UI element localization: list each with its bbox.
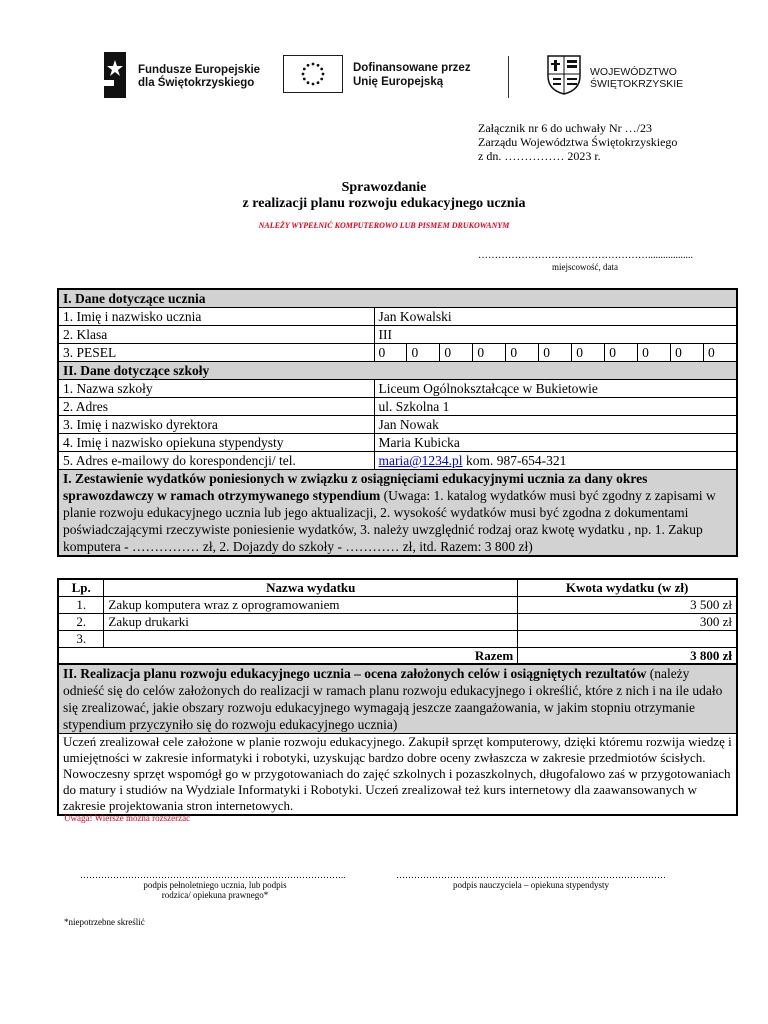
realization-heading: II. Realizacja planu rozwoju edukacyjnego ucznia – ocena założonych celów i osiągniętych rezultatów <box>63 666 647 681</box>
expense-amount-field[interactable] <box>518 631 737 648</box>
signature-left-line2: rodzica/ opiekuna prawnego* <box>161 890 269 900</box>
pesel-digit[interactable]: 0 <box>671 344 704 361</box>
title-line1: Sprawozdanie <box>341 180 427 195</box>
eu-line1: Dofinansowane przez <box>353 62 471 74</box>
expenses-header-row <box>58 579 737 597</box>
pesel-digit[interactable]: 0 <box>506 344 539 361</box>
fe-logo-icon <box>100 50 130 100</box>
student-name-field[interactable]: Jan Kowalski <box>374 308 737 326</box>
place-date-dots[interactable]: …………………………………………….................. <box>478 250 693 261</box>
annex-line2: Zarządu Województwa Świętokrzyskiego <box>478 135 678 149</box>
expense-name-field[interactable] <box>104 631 518 648</box>
signature-left-line1: podpis pełnoletniego ucznia, lub podpis <box>143 880 287 890</box>
total-value[interactable]: 3 800 zł <box>518 648 737 666</box>
pesel-digits <box>375 344 736 361</box>
email-link[interactable]: maria@1234.pl <box>378 453 463 468</box>
pesel-digit[interactable]: 0 <box>375 344 408 361</box>
signature-left-label <box>80 880 350 900</box>
section-school-row <box>58 362 737 380</box>
region-line2: ŚWIĘTOKRZYSKIE <box>590 78 684 90</box>
signature-left-dots[interactable]: …………………………………………………………………………….. <box>80 870 346 880</box>
title-line2: z realizacji planu rozwoju edukacyjnego ucznia <box>242 196 526 211</box>
school-name-label: 1. Nazwa szkoły <box>58 380 374 398</box>
section-realization-header <box>58 664 737 734</box>
section-student-row <box>58 289 737 308</box>
pesel-digit[interactable]: 0 <box>572 344 605 361</box>
expense-name-field[interactable]: Zakup drukarki <box>104 614 518 631</box>
annex-line1: Załącznik nr 6 do uchwały Nr …/23 <box>478 121 652 135</box>
rows-expand-note: Uwaga! Wiersze można rozszerzać <box>64 813 191 823</box>
table-row <box>58 434 737 452</box>
page-title <box>0 180 768 212</box>
col-lp-header: Lp. <box>58 579 104 597</box>
table-row <box>58 416 737 434</box>
table-row <box>58 597 737 614</box>
place-date-label: miejscowość, data <box>552 262 618 272</box>
school-address-field[interactable]: ul. Szkolna 1 <box>374 398 737 416</box>
pesel-digit[interactable]: 0 <box>708 345 715 360</box>
section-student-header: I. Dane dotyczące ucznia <box>58 289 737 308</box>
tutor-label: 4. Imię i nazwisko opiekuna stypendysty <box>58 434 374 452</box>
col-amount-header: Kwota wydatku (w zł) <box>518 579 737 597</box>
expense-amount-field[interactable]: 3 500 zł <box>518 597 737 614</box>
student-pesel-field[interactable] <box>374 344 737 362</box>
total-label: Razem <box>104 648 518 666</box>
tutor-field[interactable]: Maria Kubicka <box>374 434 737 452</box>
region-line1: WOJEWÓDZTWO <box>590 66 677 78</box>
expense-name-field[interactable]: Zakup komputera wraz z oprogramowaniem <box>104 597 518 614</box>
email-field[interactable] <box>374 452 737 470</box>
student-class-field[interactable]: III <box>374 326 737 344</box>
table-row <box>58 452 737 470</box>
footnote: *niepotrzebne skreślić <box>64 917 145 927</box>
table-row <box>58 380 737 398</box>
header-divider <box>508 56 509 98</box>
col-name-header: Nazwa wydatku <box>104 579 518 597</box>
director-label: 3. Imię i nazwisko dyrektora <box>58 416 374 434</box>
expenses-heading: I. Zestawienie wydatków poniesionych w związku z osiągnięciami edukacyjnymi ucznia za dany okres sprawozdawczy w ramach otrzymywanego stypendium <box>63 471 648 503</box>
section-realization-row <box>58 664 737 734</box>
table-row <box>58 398 737 416</box>
student-class-label: 2. Klasa <box>58 326 374 344</box>
pesel-digit[interactable]: 0 <box>605 344 638 361</box>
eu-flag-icon <box>283 55 343 93</box>
signature-right-dots[interactable]: ……………………………………………………………………………… <box>396 870 666 880</box>
expenses-note: (Uwaga: 1. katalog wydatków musi być zgodny z zapisami w planie rozwoju edukacyjnego ucznia lub jego aktualizacji, 2. wysokość wydatków musi być zgodna z dokumentami poświadczającymi rzeczywiste poniesienie wydatków, 3. należy uwzględnić rodzaj oraz kwotę wydatku , np. 1. Zakup komputera - …………… zł, 2. Dojazdy do szkoły - ………… zł, itd. Razem: 3 800 zł) <box>63 488 716 554</box>
table-row <box>58 308 737 326</box>
email-label: 5. Adres e-mailowy do korespondencji/ tel. <box>58 452 374 470</box>
pesel-digit[interactable]: 0 <box>539 344 572 361</box>
student-pesel-label: 3. PESEL <box>58 344 374 362</box>
section-expenses-header <box>58 470 737 557</box>
expense-lp: 3. <box>58 631 104 648</box>
annex-line3: z dn. …………… 2023 r. <box>478 149 601 163</box>
fill-warning: NALEŻY WYPEŁNIĆ KOMPUTEROWO LUB PISMEM DRUKOWANYM <box>258 221 510 230</box>
expenses-table <box>57 578 738 666</box>
student-name-label: 1. Imię i nazwisko ucznia <box>58 308 374 326</box>
expense-lp: 2. <box>58 614 104 631</box>
region-coat-of-arms-icon <box>546 54 582 101</box>
table-row <box>58 614 737 631</box>
fe-logo-line2: dla Świętokrzyskiego <box>138 77 255 89</box>
school-address-label: 2. Adres <box>58 398 374 416</box>
section-school-header: II. Dane dotyczące szkoły <box>58 362 737 380</box>
table-row <box>58 734 737 816</box>
realization-table <box>57 663 738 816</box>
pesel-digit[interactable]: 0 <box>638 344 671 361</box>
annex-reference <box>478 121 677 163</box>
signature-right-label: podpis nauczyciela – opiekuna stypendysty <box>453 880 609 890</box>
expense-lp: 1. <box>58 597 104 614</box>
section-expenses-row <box>58 470 737 557</box>
fe-logo <box>100 50 270 100</box>
eu-line2: Unię Europejską <box>353 76 444 88</box>
pesel-digit[interactable]: 0 <box>473 344 506 361</box>
phone-value: kom. 987-654-321 <box>462 453 567 468</box>
director-field[interactable]: Jan Nowak <box>374 416 737 434</box>
fe-logo-line1: Fundusze Europejskie <box>138 64 261 76</box>
realization-text-field[interactable]: Uczeń zrealizował cele założone w planie rozwoju edukacyjnego. Zakupił sprzęt komputerowy, dzięki któremu rozwija wiedzę i umiejętności w zakresie informatyki i robotyki, uzyskując bardzo dobre oceny zwłaszcza w zakresie przedmiotów ścisłych. Nowoczesny sprzęt wspomógł go w przygotowaniach do zajęć szkolnych i pozaszkolnych, długofalowo zaś w przygotowaniach do matury i studiów na Wydziale Informatyki i Robotyki. Uczeń zrealizował też kurs internetowy dla zaawansowanych w zakresie projektowania stron internetowych. <box>58 734 737 816</box>
pesel-digit[interactable]: 0 <box>440 344 473 361</box>
expense-amount-field[interactable]: 300 zł <box>518 614 737 631</box>
pesel-digit[interactable]: 0 <box>407 344 440 361</box>
table-row <box>58 631 737 648</box>
school-name-field[interactable]: Liceum Ogólnokształcące w Bukietowie <box>374 380 737 398</box>
table-row <box>58 344 737 362</box>
student-school-table <box>57 288 738 557</box>
table-row <box>58 326 737 344</box>
realization-note: (należy odnieść się do celów założonych do realizacji w ramach planu rozwoju edukacyjnego i określić, które z nich i na ile udało się zrealizować, jakie obszary rozwoju edukacyjnego wymagają jeszcze zaangażowania, w jakim stopniu otrzymanie stypendium przyczyniło się do rozwoju edukacyjnego ucznia) <box>63 666 723 732</box>
